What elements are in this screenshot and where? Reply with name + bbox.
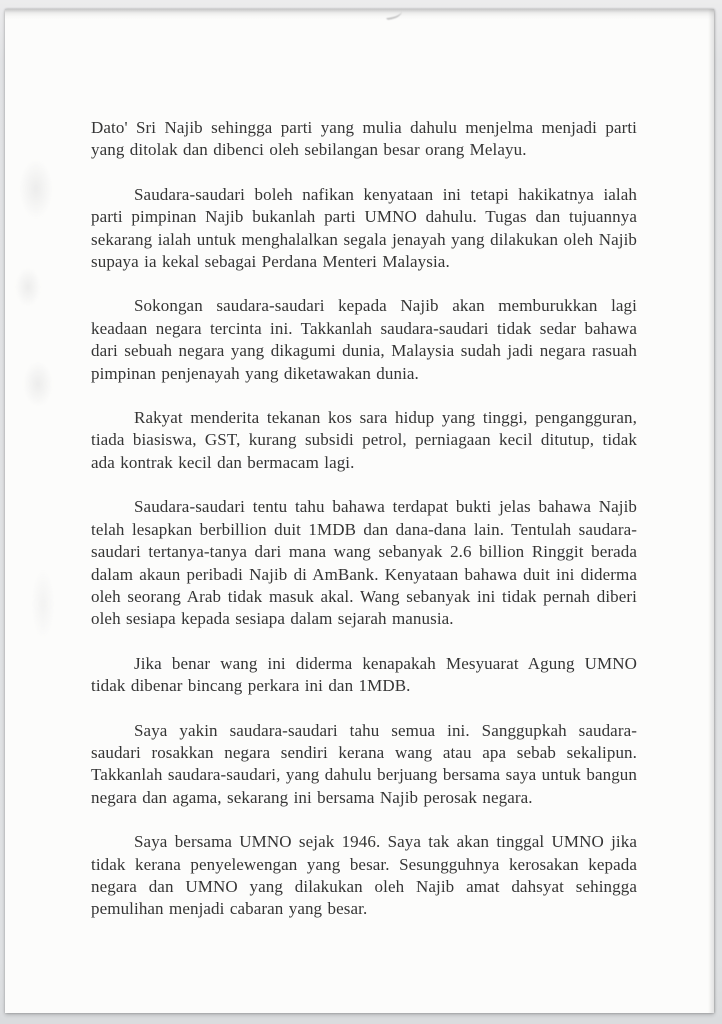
paragraph: Saya yakin saudara-saudari tahu semua ini. Sanggupkah saudara-saudari rosakkan negara sendiri kerana wang atau apa sebab sekalipun. Takkanlah saudara-saudari, yang dahulu berjuang bersama saya untuk bangun negara dan agama, sekarang ini bersama Najib perosak negara.: [91, 720, 637, 807]
scan-artifact-smudge: [15, 267, 41, 307]
letter-body: [91, 117, 637, 921]
paragraph: Dato' Sri Najib sehingga parti yang mulia dahulu menjelma menjadi parti yang ditolak dan dibenci oleh sebilangan besar orang Melayu.: [91, 118, 637, 160]
paragraph: Jika benar wang ini diderma kenapakah Mesyuarat Agung UMNO tidak dibenar bincang perkara ini dan 1MDB.: [91, 653, 637, 696]
paragraph: Saudara-saudari tentu tahu bahawa terdapat bukti jelas bahawa Najib telah lesapkan berbillion duit 1MDB dan dana-dana lain. Tentulah saudara-saudari tertanya-tanya dari mana wang sebanyak 2.6 billion Ringgit berada dalam akaun peribadi Najib di AmBank. Kenyataan bahawa duit ini diderma oleh seorang Arab tidak masuk akal. Wang sebanyak ini tidak pernah diberi oleh sesiapa kepada sesiapa dalam sejarah manusia.: [91, 497, 637, 629]
scan-artifact-smudge: [19, 159, 53, 219]
scan-artifact-smudge: [31, 569, 55, 639]
paragraph: Saya bersama UMNO sejak 1946. Saya tak akan tinggal UMNO jika tidak kerana penyelewengan yang besar. Sesungguhnya kerosakan kepada negara dan UMNO yang dilakukan oleh Najib amat dahsyat sehingga pemulihan menjadi cabaran yang besar.: [91, 832, 637, 919]
paragraph: Saudara-saudari boleh nafikan kenyataan ini tetapi hakikatnya ialah parti pimpinan Najib bukanlah parti UMNO dahulu. Tugas dan tujuannya sekarang ialah untuk menghalalkan segala jenayah yang dilakukan oleh Najib supaya ia kekal sebagai Perdana Menteri Malaysia.: [91, 184, 637, 272]
scan-artifact-smudge: [23, 361, 53, 407]
document-page: [5, 9, 714, 1013]
scan-artifact-fold: [386, 10, 403, 20]
paragraph: Rakyat menderita tekanan kos sara hidup yang tinggi, pengangguran, tiada biasiswa, GST, kurang subsidi petrol, perniagaan kecil ditutup, tidak ada kontrak kecil dan bermacam lagi.: [91, 408, 637, 472]
paragraph: Sokongan saudara-saudari kepada Najib akan memburukkan lagi keadaan negara tercinta ini. Takkanlah saudara-saudari tidak sedar bahawa dari sebuah negara yang dikagumi dunia, Malaysia sudah jadi negara rasuah pimpinan penjenayah yang diketawakan dunia.: [91, 296, 637, 383]
